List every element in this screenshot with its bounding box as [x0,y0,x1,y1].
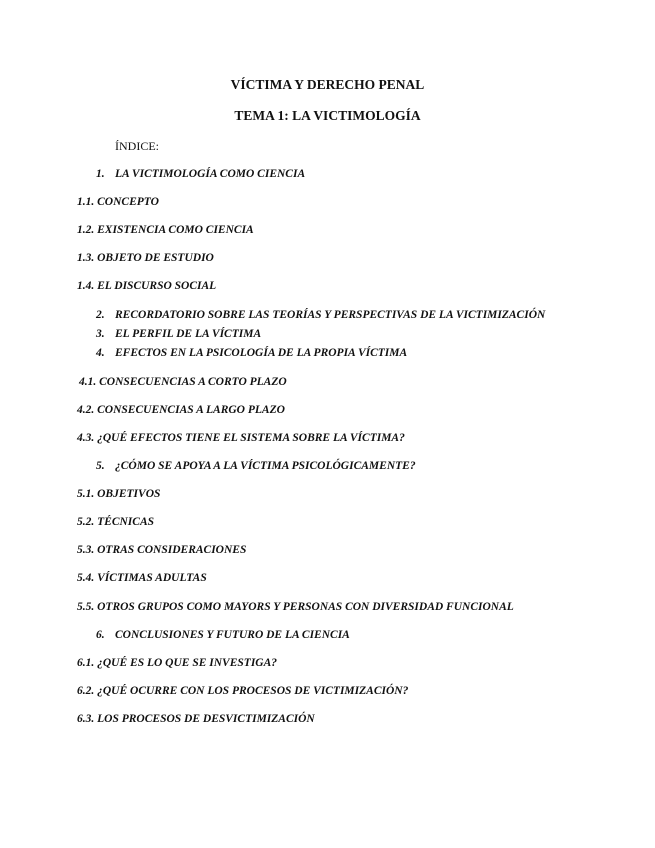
toc-item-number: 6. [96,629,105,641]
toc-item-label: RECORDATORIO SOBRE LAS TEORÍAS Y PERSPECTIVAS DE LA VICTIMIZACIÓN [115,309,546,321]
toc-item-2 [96,309,545,321]
toc-item-number: 1. [96,168,105,180]
toc-item-label: EL PERFIL DE LA VÍCTIMA [115,328,262,340]
toc-item-6-3: 6.3. LOS PROCESOS DE DESVICTIMIZACIÓN [77,713,315,725]
toc-item-4-2: 4.2. CONSECUENCIAS A LARGO PLAZO [77,404,285,416]
toc-item-6-2: 6.2. ¿QUÉ OCURRE CON LOS PROCESOS DE VICTIMIZACIÓN? [77,685,409,697]
toc-item-5 [96,460,416,472]
toc-item-4-3: 4.3. ¿QUÉ EFECTOS TIENE EL SISTEMA SOBRE LA VÍCTIMA? [77,432,405,444]
toc-item-1 [96,168,305,180]
toc-item-1-4: 1.4. EL DISCURSO SOCIAL [77,280,217,292]
toc-item-4 [96,347,407,359]
toc-item-number: 3. [96,328,105,340]
toc-item-6 [96,629,350,641]
toc-item-label: LA VICTIMOLOGÍA COMO CIENCIA [115,168,306,180]
toc-item-5-1: 5.1. OBJETIVOS [77,488,161,500]
document-title: VÍCTIMA Y DERECHO PENAL [230,77,425,92]
toc-item-1-1: 1.1. CONCEPTO [77,196,159,208]
toc-item-6-1: 6.1. ¿QUÉ ES LO QUE SE INVESTIGA? [77,657,278,669]
toc-item-5-5: 5.5. OTROS GRUPOS COMO MAYORS Y PERSONAS CON DIVERSIDAD FUNCIONAL [77,601,514,613]
toc-item-number: 5. [96,460,105,472]
toc-item-3 [96,328,261,340]
toc-item-1-2: 1.2. EXISTENCIA COMO CIENCIA [77,224,254,236]
toc-item-number: 4. [96,347,105,359]
toc-item-5-3: 5.3. OTRAS CONSIDERACIONES [77,544,247,556]
index-label: ÍNDICE: [115,139,159,153]
toc-item-label: CONCLUSIONES Y FUTURO DE LA CIENCIA [115,629,350,641]
toc-item-1-3: 1.3. OBJETO DE ESTUDIO [77,252,214,264]
toc-item-label: ¿CÓMO SE APOYA A LA VÍCTIMA PSICOLÓGICAMENTE? [115,460,416,472]
toc-item-4-1: 4.1. CONSECUENCIAS A CORTO PLAZO [79,376,287,388]
toc-item-label: EFECTOS EN LA PSICOLOGÍA DE LA PROPIA VÍCTIMA [115,347,408,359]
toc-item-5-4: 5.4. VÍCTIMAS ADULTAS [77,572,207,584]
toc-item-5-2: 5.2. TÉCNICAS [77,516,155,528]
toc-item-number: 2. [96,309,105,321]
document-subtitle: TEMA 1: LA VICTIMOLOGÍA [234,108,421,123]
